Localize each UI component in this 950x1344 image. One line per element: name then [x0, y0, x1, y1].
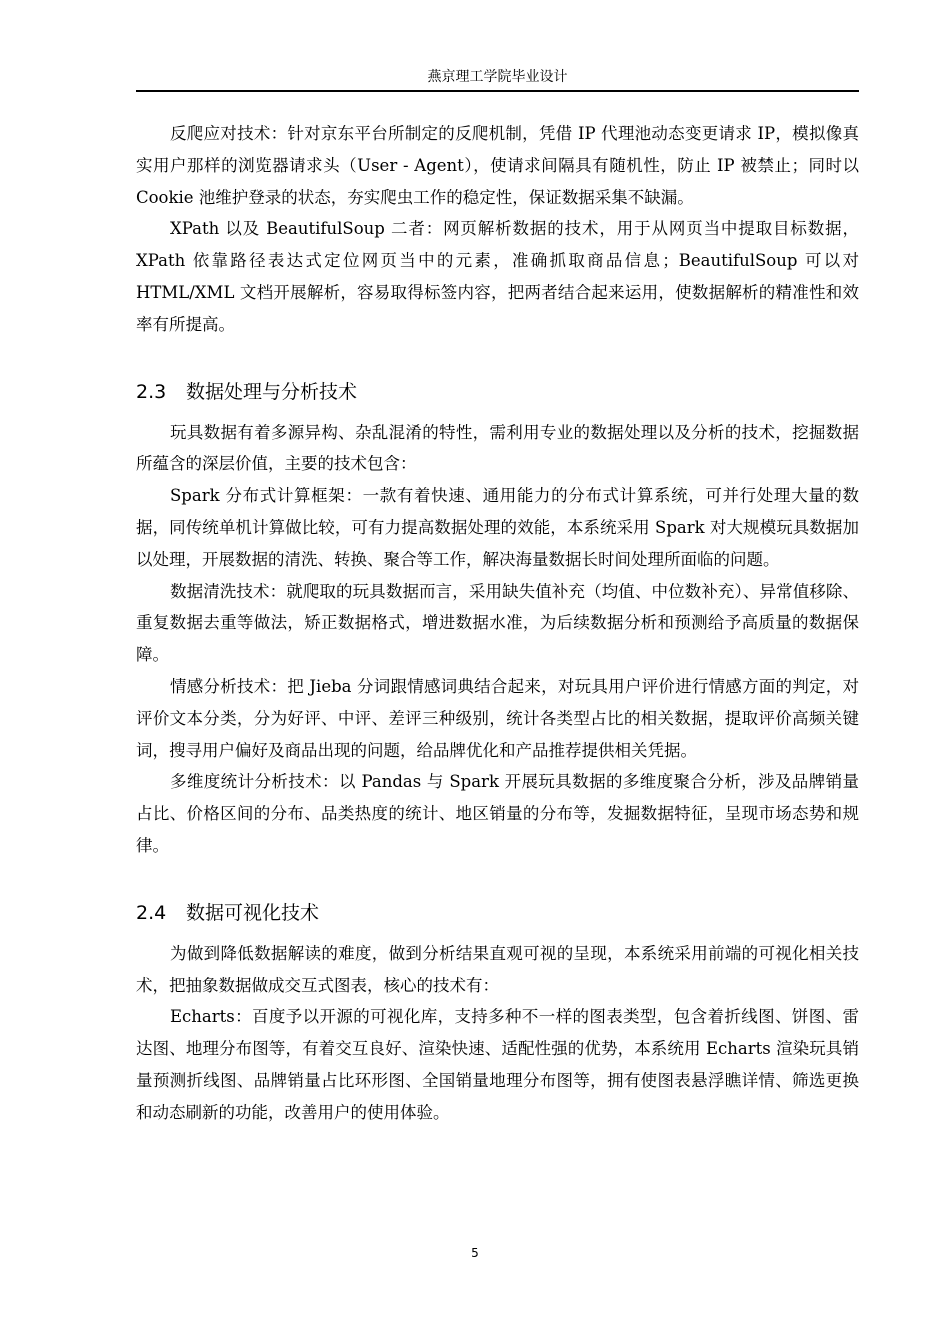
paragraph-spark: Spark 分布式计算框架：一款有着快速、通用能力的分布式计算系统，可并行处理大量的数据，同传统单机计算做比较，可有力提高数据处理的效能，本系统采用 Spark 对大规模玩具数据加以处理，开展数据的清洗、转换、聚合等工作，解决海量数据长时间处理所面临的问题。	[136, 486, 859, 569]
paragraph-visualization-intro: 为做到降低数据解读的难度，做到分析结果直观可视的呈现，本系统采用前端的可视化相关技术，把抽象数据做成交互式图表，核心的技术有：	[136, 943, 859, 995]
paragraph-anti-crawler: 反爬应对技术：针对京东平台所制定的反爬机制，凭借 IP 代理池动态变更请求 IP，模拟像真实用户那样的浏览器请求头（User - Agent），使请求间隔具有随机性，防止 IP 被禁止；同时以 Cookie 池维护登录的状态，夯实爬虫工作的稳定性，保证数据采集不缺漏。	[136, 124, 859, 207]
section-heading-2-3	[136, 377, 859, 407]
paragraph-data-processing-intro: 玩具数据有着多源异构、杂乱混淆的特性，需利用专业的数据处理以及分析的技术，挖掘数据所蕴含的深层价值，主要的技术包含：	[136, 422, 859, 474]
section-number: 2.4	[136, 901, 167, 924]
section-title: 数据可视化技术	[186, 901, 320, 924]
paragraph-xpath-beautifulsoup: XPath 以及 BeautifulSoup 二者：网页解析数据的技术，用于从网页当中提取目标数据，XPath 依靠路径表达式定位网页当中的元素，准确抓取商品信息；BeautifulSoup 可以对 HTML/XML 文档开展解析，容易取得标签内容，把两者结合起来运用，使数据解析的精准性和效率有所提高。	[136, 219, 859, 334]
paragraph-echarts: Echarts：百度予以开源的可视化库，支持多种不一样的图表类型，包含着折线图、饼图、雷达图、地理分布图等，有着交互良好、渲染快速、适配性强的优势，本系统用 Echarts 渲染玩具销量预测折线图、品牌销量占比环形图、全国销量地理分布图等，拥有使图表悬浮瞧详情、筛选更换和动态刷新的功能，改善用户的使用体验。	[136, 1007, 859, 1122]
section-number: 2.3	[136, 380, 167, 403]
header-divider	[136, 90, 859, 92]
section-heading-2-4	[136, 898, 859, 928]
paragraph-statistical-analysis: 多维度统计分析技术：以 Pandas 与 Spark 开展玩具数据的多维度聚合分析，涉及品牌销量占比、价格区间的分布、品类热度的统计、地区销量的分布等，发掘数据特征，呈现市场态势和规律。	[136, 772, 859, 855]
paragraph-data-cleaning: 数据清洗技术：就爬取的玩具数据而言，采用缺失值补充（均值、中位数补充）、异常值移除、重复数据去重等做法，矫正数据格式，增进数据水准，为后续数据分析和预测给予高质量的数据保障。	[136, 581, 859, 665]
page-number: 5	[471, 1246, 479, 1260]
paragraph-sentiment-analysis: 情感分析技术：把 Jieba 分词跟情感词典结合起来，对玩具用户评价进行情感方面的判定，对评价文本分类，分为好评、中评、差评三种级别，统计各类型占比的相关数据，提取评价高频关键词，搜寻用户偏好及商品出现的问题，给品牌优化和产品推荐提供相关凭据。	[136, 676, 859, 760]
page-header-title: 燕京理工学院毕业设计	[427, 69, 568, 85]
section-title: 数据处理与分析技术	[186, 380, 358, 403]
document-body	[136, 118, 859, 1129]
